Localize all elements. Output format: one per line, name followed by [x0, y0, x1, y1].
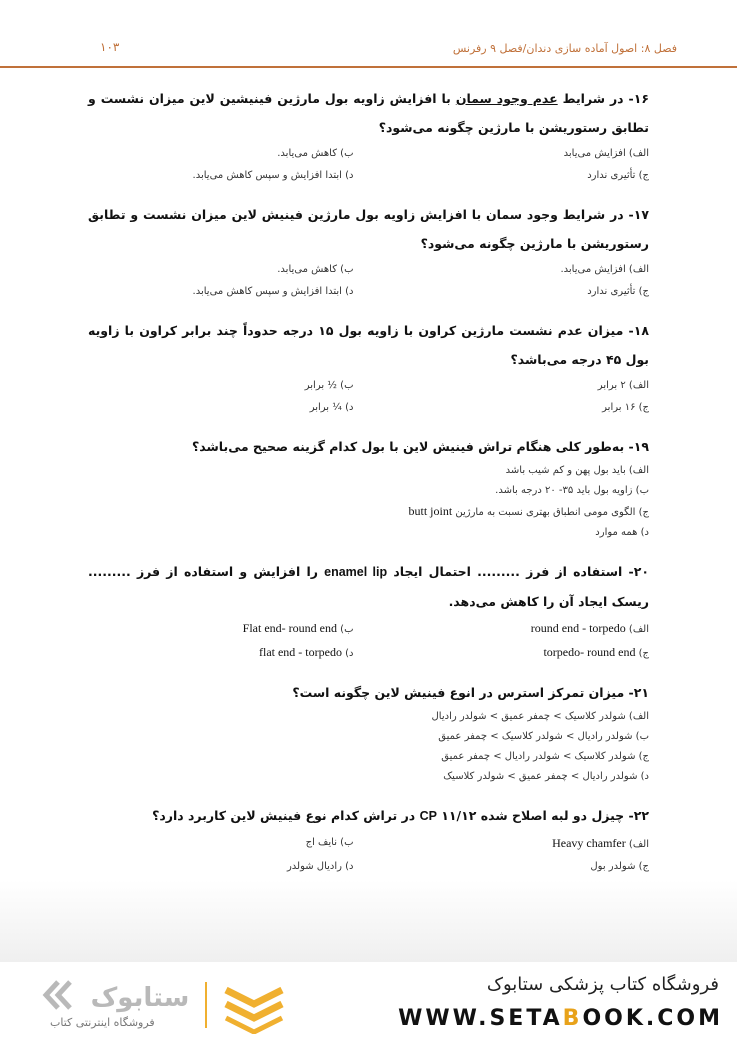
- option-b: ب) شولدر رادیال > شولدر کلاسیک > چمفر عمیق: [438, 731, 649, 742]
- chapter-title: فصل ۸: اصول آماده سازی دندان/فصل ۹ رفرنس: [452, 42, 677, 55]
- option-a: الف) افزایش می‌یابد: [563, 148, 649, 159]
- option-c: ج) تأثیری ندارد: [587, 170, 649, 181]
- question-stem: ۲۰- استفاده از فرز ......... احتمال ایجاد enamel lip را افزایش و استفاده از فرز ......... ریسک ایجاد آن را کاهش می‌دهد.: [88, 564, 649, 609]
- question-18: [88, 316, 649, 418]
- question-stem: ۱۹- به‌طور کلی هنگام تراش فینیش لاین با بول کدام گزینه صحیح می‌باشد؟: [192, 439, 649, 454]
- options: [88, 618, 649, 664]
- header-divider: [0, 66, 737, 68]
- footer-banner: [0, 962, 737, 1042]
- question-19: [88, 432, 649, 543]
- question-stem: ۱۶- در شرایط عدم وجود سمان با افزایش زاویه بول مارژین فینیشین لاین میزان نشست و تطابق رستوریشن با مارژین چگونه می‌شود؟: [88, 91, 649, 135]
- option-d: د) ابتدا افزایش و سپس کاهش می‌یابد.: [192, 286, 354, 297]
- question-stem: ۲۲- چیزل دو لبه اصلاح شده CP ۱۱/۱۲ در تراش کدام نوع فینیش لاین کاربرد دارد؟: [152, 808, 649, 823]
- option-c: ج) الگوی مومی انطباق بهتری نسبت به مارژین butt joint: [408, 504, 649, 518]
- option-d: د) flat end - torpedo: [258, 645, 354, 659]
- book-stack-icon: [222, 980, 286, 1034]
- option-c: ج) شولدر بول: [590, 861, 649, 872]
- options: [88, 833, 649, 877]
- option-c: ج) ۱۶ برابر: [602, 402, 649, 413]
- option-c: ج) شولدر کلاسیک > شولدر رادیال > چمفر عمیق: [441, 751, 649, 762]
- logo-text: ستابوک: [90, 983, 190, 1013]
- store-name: فروشگاه کتاب پزشکی ستابوک: [486, 974, 719, 995]
- setabook-logo-icon: [36, 976, 196, 1014]
- stem-english-term: CP: [419, 809, 437, 823]
- question-21: [88, 678, 649, 787]
- footer-divider: [205, 982, 207, 1028]
- option-d: د) رادیال شولدر: [286, 861, 354, 872]
- options: [88, 707, 649, 787]
- option-a: الف) round end - torpedo: [530, 621, 649, 635]
- option-a: الف) شولدر کلاسیک > چمفر عمیق > شولدر رادیال: [431, 711, 649, 722]
- question-stem: ۱۷- در شرایط وجود سمان با افزایش زاویه بول مارژین فینیش لاین میزان نشست و تطابق رستوریشن با مارژین چگونه می‌شود؟: [88, 207, 649, 251]
- option-d: د) ابتدا افزایش و سپس کاهش می‌یابد.: [192, 170, 354, 181]
- option-b: ب) نایف اج: [305, 837, 354, 848]
- option-b: ب) کاهش می‌یابد.: [277, 264, 354, 275]
- option-a: الف) ۲ برابر: [597, 380, 649, 391]
- question-22: [88, 801, 649, 877]
- option-b: ب) زاویه بول باید ۳۵- ۲۰ درجه باشد.: [495, 485, 649, 496]
- stem-english-term: enamel lip: [324, 565, 388, 579]
- options: [88, 376, 649, 418]
- question-20: [88, 557, 649, 664]
- option-a: الف) Heavy chamfer: [552, 836, 649, 850]
- question-16: [88, 84, 649, 186]
- page-number: ۱۰۳: [100, 40, 120, 54]
- option-b: ب) ½ برابر: [304, 380, 354, 391]
- option-d: د) همه موارد: [595, 527, 649, 538]
- questions-content: [88, 84, 649, 891]
- footer-fade: [0, 880, 737, 962]
- option-b: ب) کاهش می‌یابد.: [277, 148, 354, 159]
- options: [88, 260, 649, 302]
- options: [88, 144, 649, 186]
- option-a: الف) باید بول پهن و کم شیب باشد: [505, 465, 649, 476]
- option-d: د) شولدر رادیال > چمفر عمیق > شولدر کلاسیک: [443, 771, 649, 782]
- store-url[interactable]: WWW.SETABOOK.COM: [398, 1006, 723, 1031]
- question-stem: ۱۸- میزان عدم نشست مارژین کراون با زاویه بول ۱۵ درجه حدوداً چند برابر کراون با زاویه بول ۴۵ درجه می‌باشد؟: [88, 323, 649, 367]
- question-stem: ۲۱- میزان تمرکز استرس در انوع فینیش لاین چگونه است؟: [292, 685, 649, 700]
- option-c-english: butt joint: [408, 504, 453, 518]
- options: [88, 461, 649, 543]
- question-17: [88, 200, 649, 302]
- option-c: ج) تأثیری ندارد: [587, 286, 649, 297]
- option-d: د) ¼ برابر: [309, 402, 354, 413]
- option-b: ب) Flat end- round end: [242, 621, 354, 635]
- option-a: الف) افزایش می‌یابد.: [560, 264, 649, 275]
- option-c: ج) torpedo- round end: [543, 645, 649, 659]
- logo-subtitle: فروشگاه اینترنتی کتاب: [50, 1016, 155, 1029]
